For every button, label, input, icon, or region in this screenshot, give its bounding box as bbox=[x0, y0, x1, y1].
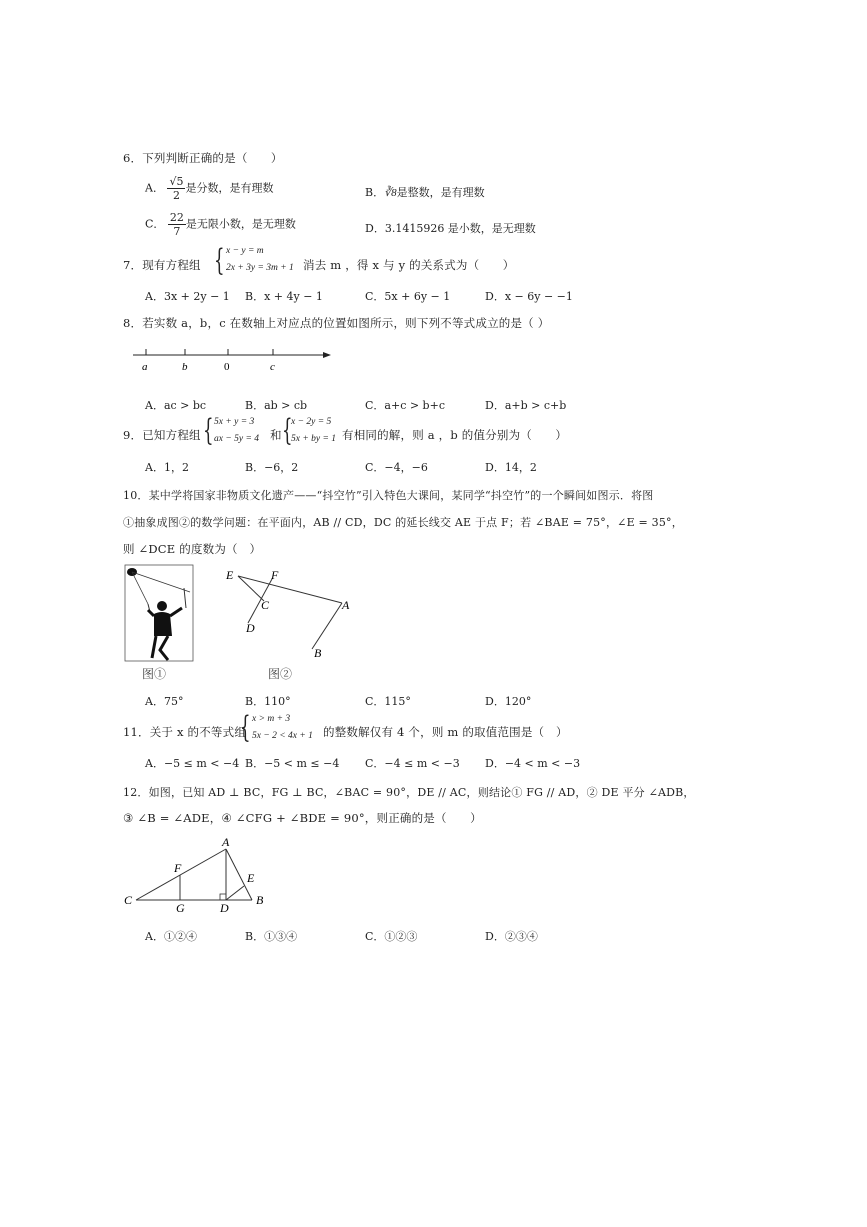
q9-brace-2: { bbox=[282, 413, 293, 448]
q12-option-a: A．①②④ bbox=[145, 930, 197, 943]
right-angle-mark bbox=[220, 894, 226, 900]
q9-eq3: x − 2y = 5 bbox=[291, 417, 332, 427]
point-D: D bbox=[220, 901, 229, 915]
q6-option-d bbox=[365, 220, 536, 236]
stick-right bbox=[184, 588, 186, 608]
q6-option-c bbox=[145, 211, 296, 238]
point-E: E bbox=[247, 871, 255, 885]
q12-option-d: D．②③④ bbox=[485, 930, 538, 943]
point-G: G bbox=[176, 901, 185, 915]
q9-eq4: 5x + by = 1 bbox=[291, 434, 337, 444]
q6-a-numerator: √5 bbox=[169, 175, 184, 188]
point-A: A bbox=[222, 835, 230, 849]
q10-line2: ①抽象成图②的数学问题：在平面内，AB // CD，DC 的延长线交 AE 于点 F；若 ∠BAE = 75°，∠E = 35°， bbox=[123, 516, 683, 529]
q10-option-c: C．115° bbox=[365, 695, 411, 708]
q6-option-a bbox=[145, 175, 273, 202]
number-line-arrow bbox=[323, 352, 331, 358]
q6-stem: 6．下列判断正确的是（ ） bbox=[123, 151, 283, 165]
q12-option-c: C．①②③ bbox=[365, 930, 418, 943]
q6-d-text: 3.1415926 是小数，是无理数 bbox=[384, 222, 536, 235]
label-a: a bbox=[142, 361, 148, 373]
q9-option-b: B．−6，2 bbox=[245, 461, 299, 474]
q6-a-denominator: 2 bbox=[172, 189, 180, 202]
q6-c-label: C． bbox=[145, 217, 165, 231]
head-icon bbox=[157, 601, 167, 611]
q6-a-fraction bbox=[167, 175, 185, 202]
q9-eq2: ax − 5y = 4 bbox=[214, 434, 260, 444]
q6-c-text: 是无限小数，是无理数 bbox=[185, 217, 296, 231]
q9-option-c: C．−4，−6 bbox=[365, 461, 428, 474]
q6-c-denominator: 7 bbox=[173, 225, 181, 238]
q6-b-text: 是整数，是有理数 bbox=[396, 186, 485, 199]
label-b: b bbox=[182, 361, 188, 373]
q11-stem-pre: 11．关于 x 的不等式组 bbox=[123, 725, 247, 739]
q7-brace: { bbox=[214, 243, 225, 278]
label-0: 0 bbox=[224, 361, 230, 373]
q9-option-a: A．1，2 bbox=[145, 461, 189, 474]
q6-b-math: ∛8 bbox=[384, 187, 397, 199]
point-C: C bbox=[261, 598, 270, 612]
q8-option-a: A．ac > bc bbox=[145, 399, 207, 412]
q11-option-a: A．−5 ≤ m < −4 bbox=[145, 757, 240, 770]
q11-option-d: D．−4 < m < −3 bbox=[485, 757, 581, 770]
torso-icon bbox=[154, 612, 172, 636]
q8-option-c: C．a+c > b+c bbox=[365, 399, 445, 412]
legs-icon bbox=[152, 636, 168, 660]
line-AB bbox=[312, 603, 342, 649]
q9-option-d: D．14，2 bbox=[485, 461, 537, 474]
q8-stem: 8．若实数 a，b，c 在数轴上对应点的位置如图所示，则下列不等式成立的是（ ） bbox=[123, 316, 550, 330]
q9-stem-pre: 9．已知方程组 bbox=[123, 428, 201, 442]
point-D: D bbox=[246, 621, 255, 635]
q9-eq1: 5x + y = 3 bbox=[214, 417, 255, 427]
q8-option-b: B．ab > cb bbox=[245, 399, 308, 412]
point-E: E bbox=[226, 568, 234, 582]
q7-option-c: C．5x + 6y − 1 bbox=[365, 290, 451, 303]
label-c: c bbox=[270, 361, 275, 373]
q8-number-line bbox=[125, 340, 340, 375]
q11-brace: { bbox=[240, 710, 251, 745]
q6-a-text: 是分数，是有理数 bbox=[185, 181, 274, 195]
q6-c-fraction bbox=[168, 211, 186, 238]
q7-eq1: x − y = m bbox=[226, 246, 264, 256]
q12-line1: 12．如图，已知 AD ⊥ BC，FG ⊥ BC，∠BAC = 90°，DE // AC，则结论① FG // AD，② DE 平分 ∠ADB， bbox=[123, 786, 695, 799]
q7-option-d: D．x − 6y − −1 bbox=[485, 290, 573, 303]
q9-brace-1: { bbox=[203, 413, 214, 448]
q12-line2: ③ ∠B = ∠ADE，④ ∠CFG + ∠BDE = 90°，则正确的是（ ） bbox=[123, 811, 482, 825]
q12-option-b: B．①③④ bbox=[245, 930, 298, 943]
q9-mid: 和 bbox=[270, 428, 282, 442]
q8-option-d: D．a+b > c+b bbox=[485, 399, 567, 412]
point-A: A bbox=[342, 598, 350, 612]
q10-option-b: B．110° bbox=[245, 695, 291, 708]
q7-eq2: 2x + 3y = 3m + 1 bbox=[226, 263, 294, 273]
q7-option-a: A．3x + 2y − 1 bbox=[145, 290, 230, 303]
figure-2-caption: 图② bbox=[268, 667, 293, 681]
q7-stem-post: 消去 m ，得 x 与 y 的关系式为（ ） bbox=[303, 258, 515, 272]
q10-option-a: A．75° bbox=[145, 695, 184, 708]
q7-stem-pre: 7．现有方程组 bbox=[123, 258, 201, 272]
figure-1-caption: 图① bbox=[142, 667, 167, 681]
q6-d-label: D． bbox=[365, 222, 385, 235]
point-F: F bbox=[174, 861, 182, 875]
line-EA bbox=[238, 576, 342, 603]
line-DE bbox=[226, 886, 244, 900]
q10-line3: 则 ∠DCE 的度数为（ ） bbox=[123, 542, 262, 556]
point-F: F bbox=[271, 568, 279, 582]
q6-b-label: B． bbox=[365, 186, 385, 199]
point-B: B bbox=[256, 893, 264, 907]
q6-c-numerator: 22 bbox=[169, 211, 184, 224]
q7-option-b: B．x + 4y − 1 bbox=[245, 290, 323, 303]
q11-option-c: C．−4 ≤ m < −3 bbox=[365, 757, 460, 770]
q11-ineq1: x > m + 3 bbox=[252, 714, 291, 724]
q10-line1: 10．某中学将国家非物质文化遗产——“抖空竹”引入特色大课间，某同学“抖空竹”的一个瞬间如图示．将图 bbox=[123, 489, 654, 502]
q10-figure-2 bbox=[220, 565, 360, 683]
q12-figure bbox=[122, 834, 272, 916]
q10-option-d: D．120° bbox=[485, 695, 532, 708]
point-B: B bbox=[314, 646, 322, 660]
q11-stem-post: 的整数解仅有 4 个，则 m 的取值范围是（ ） bbox=[323, 725, 568, 739]
q9-stem-post: 有相同的解，则 a ，b 的值分别为（ ） bbox=[342, 428, 568, 442]
q6-a-label: A． bbox=[145, 181, 164, 195]
q6-option-b bbox=[365, 184, 485, 200]
q11-ineq2: 5x − 2 < 4x + 1 bbox=[252, 731, 313, 741]
q11-option-b: B．−5 < m ≤ −4 bbox=[245, 757, 340, 770]
q10-figure-1 bbox=[124, 564, 196, 682]
point-C: C bbox=[124, 893, 133, 907]
